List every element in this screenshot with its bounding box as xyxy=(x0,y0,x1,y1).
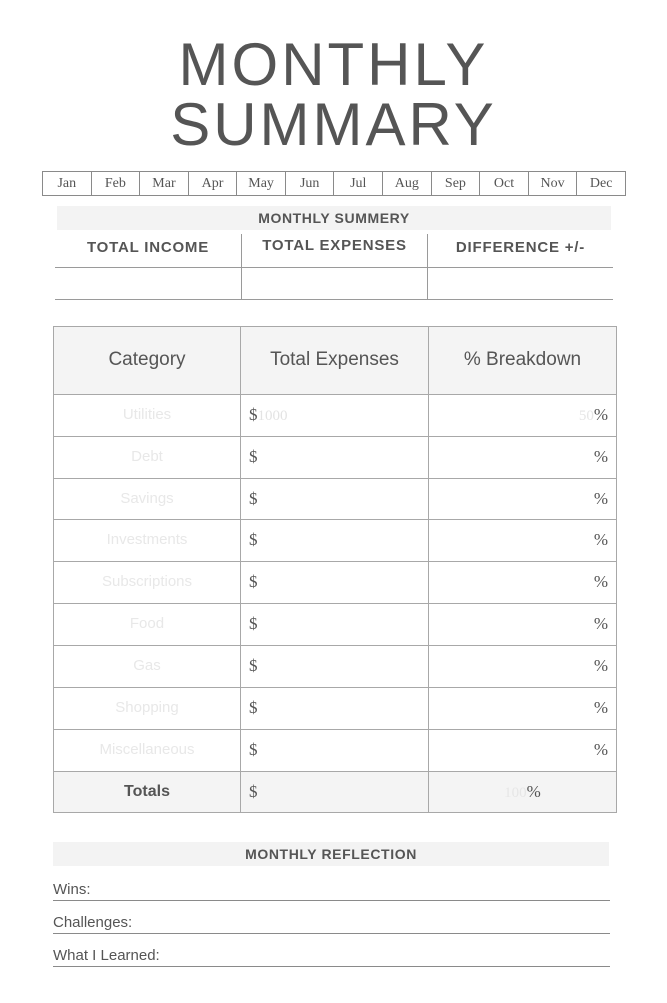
currency-symbol: $ xyxy=(249,656,258,675)
totals-percent-value: 100 xyxy=(504,785,527,801)
percent-cell[interactable] xyxy=(429,604,616,645)
amount-cell[interactable] xyxy=(241,520,429,561)
amount-cell[interactable] xyxy=(241,395,429,436)
percent-symbol: % xyxy=(593,656,608,675)
currency-symbol: $ xyxy=(249,405,258,424)
wins-line[interactable] xyxy=(53,881,610,901)
category-cell: Food xyxy=(54,604,241,645)
month-dec[interactable]: Dec xyxy=(589,176,613,191)
amount-cell[interactable] xyxy=(241,604,429,645)
month-aug[interactable]: Aug xyxy=(383,172,432,195)
amount-cell[interactable] xyxy=(241,646,429,687)
currency-symbol: $ xyxy=(249,447,258,466)
month-may[interactable]: May xyxy=(237,172,286,195)
month-jan[interactable]: Jan xyxy=(43,172,92,195)
table-row xyxy=(54,688,616,730)
totals-percent-cell[interactable] xyxy=(429,772,616,812)
expense-table xyxy=(53,326,617,813)
month-selector xyxy=(42,171,626,196)
amount-cell[interactable] xyxy=(241,688,429,729)
currency-symbol: $ xyxy=(249,572,258,591)
month-mar[interactable]: Mar xyxy=(140,172,189,195)
total-income-header: TOTAL INCOME xyxy=(86,239,210,256)
percent-symbol: % xyxy=(593,530,608,549)
page-title-line-2: SUMMARY xyxy=(170,91,497,158)
category-cell: Gas xyxy=(54,646,241,687)
table-row xyxy=(54,395,616,437)
percent-cell[interactable] xyxy=(429,479,616,519)
total-income-field[interactable] xyxy=(55,268,241,299)
amount-cell[interactable] xyxy=(241,562,429,603)
percent-symbol: % xyxy=(593,698,608,717)
percent-symbol: % xyxy=(593,614,608,633)
totals-label: Totals xyxy=(54,772,241,812)
difference-field[interactable] xyxy=(428,268,613,299)
percent-cell[interactable] xyxy=(429,437,616,478)
percent-cell[interactable] xyxy=(429,395,616,436)
category-cell: Shopping xyxy=(54,688,241,729)
amount-cell[interactable] xyxy=(241,479,429,519)
category-header: Category xyxy=(54,327,241,394)
percent-cell[interactable] xyxy=(429,562,616,603)
table-row xyxy=(54,437,616,479)
month-oct[interactable]: Oct xyxy=(480,172,529,195)
category-cell: Miscellaneous xyxy=(54,730,241,771)
table-row xyxy=(54,479,616,520)
category-cell: Investments xyxy=(54,520,241,561)
month-apr[interactable]: Apr xyxy=(189,172,238,195)
category-cell: Utilities xyxy=(54,395,241,436)
total-expenses-column-header: Total Expenses xyxy=(241,327,429,394)
table-row xyxy=(54,646,616,688)
table-row xyxy=(54,562,616,604)
page-title-line-1: MONTHLY xyxy=(178,31,489,98)
currency-symbol: $ xyxy=(249,782,258,801)
month-sep[interactable]: Sep xyxy=(432,172,481,195)
percent-cell[interactable] xyxy=(429,688,616,729)
percent-symbol: % xyxy=(593,572,608,591)
challenges-line[interactable] xyxy=(53,914,610,934)
percent-symbol: % xyxy=(593,405,608,424)
percent-symbol: % xyxy=(526,782,541,801)
difference-header: DIFFERENCE +/- xyxy=(455,239,586,256)
what-i-learned-label: What I Learned: xyxy=(53,947,160,964)
what-i-learned-line[interactable] xyxy=(53,947,610,967)
category-cell: Savings xyxy=(54,479,241,519)
table-row xyxy=(54,520,616,562)
totals-amount-cell[interactable] xyxy=(241,772,429,812)
amount-cell[interactable] xyxy=(241,730,429,771)
month-jul[interactable]: Jul xyxy=(334,172,383,195)
wins-label: Wins: xyxy=(53,881,91,898)
percent-cell[interactable] xyxy=(429,646,616,687)
month-jun[interactable]: Jun xyxy=(286,172,335,195)
breakdown-header: % Breakdown xyxy=(463,349,582,370)
month-feb[interactable]: Feb xyxy=(92,172,141,195)
month-nov[interactable]: Nov xyxy=(529,172,578,195)
challenges-label: Challenges: xyxy=(53,914,133,931)
category-cell: Debt xyxy=(54,437,241,478)
summary-bottom-rule xyxy=(55,299,613,300)
amount-value: 1000 xyxy=(257,408,288,424)
percent-symbol: % xyxy=(593,447,608,466)
currency-symbol: $ xyxy=(249,489,258,508)
percent-cell[interactable] xyxy=(429,520,616,561)
amount-cell[interactable] xyxy=(241,437,429,478)
currency-symbol: $ xyxy=(249,530,258,549)
table-row xyxy=(54,604,616,646)
currency-symbol: $ xyxy=(249,740,258,759)
table-row xyxy=(54,730,616,772)
total-expenses-header: TOTAL EXPENSES xyxy=(262,237,407,254)
category-cell: Subscriptions xyxy=(54,562,241,603)
percent-value: 50 xyxy=(578,408,594,424)
currency-symbol: $ xyxy=(249,614,258,633)
percent-symbol: % xyxy=(593,489,608,508)
percent-symbol: % xyxy=(593,740,608,759)
monthly-summary-band: MONTHLY SUMMERY xyxy=(57,206,611,230)
currency-symbol: $ xyxy=(249,698,258,717)
total-expenses-field[interactable] xyxy=(242,268,427,299)
percent-cell[interactable] xyxy=(429,730,616,771)
monthly-reflection-band: MONTHLY REFLECTION xyxy=(53,842,609,866)
table-header-row xyxy=(54,327,616,395)
totals-row xyxy=(54,772,616,812)
